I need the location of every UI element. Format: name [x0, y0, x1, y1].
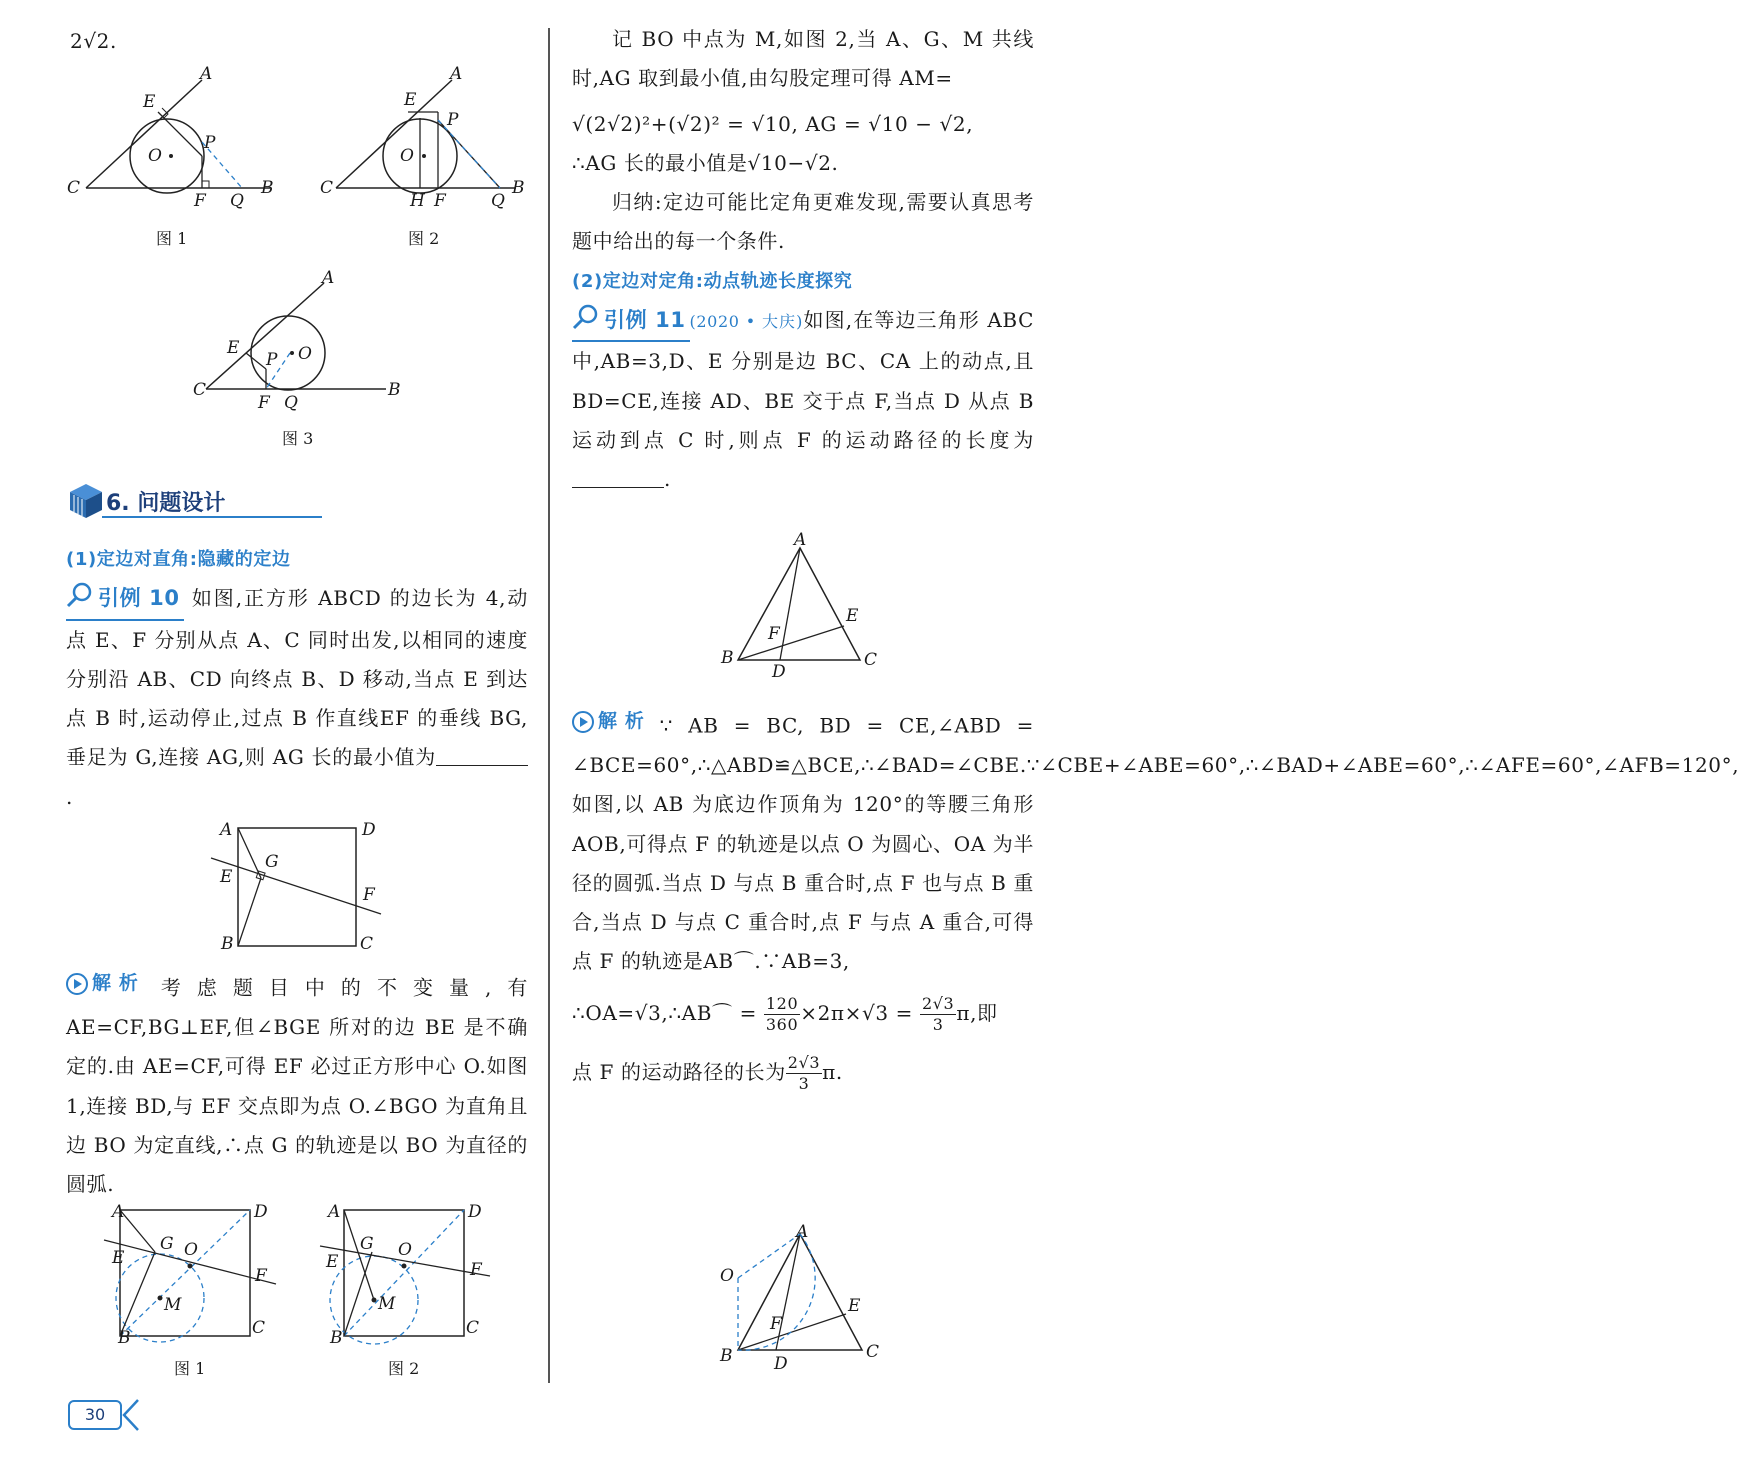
right-column [572, 20, 1034, 500]
analysis-11-block [572, 702, 1739, 1094]
answer-line: 点 F 的运动路径的长为 $\frac{2√3}{3}$ π. [572, 1052, 843, 1093]
f1-label-d: D [254, 1202, 268, 1222]
aob-label-b: B [720, 1346, 733, 1366]
sq-label-a: A [220, 820, 233, 840]
f2-label-o: O [398, 1240, 412, 1260]
f1-label-f: F [255, 1266, 267, 1286]
f2-label-b: B [330, 1328, 343, 1348]
fig3-label-o: O [298, 344, 312, 364]
right-para1-min: ∴AG 长的最小值是√10−√2. [572, 150, 839, 175]
f1-caption: 图 1 [174, 1359, 206, 1378]
example-11: 引例 11 (2020 • 大庆)如图,在等边三角形 ABC 中,AB=3,D、E 分别是边 BC、CA 上的动点,且 BD=CE,连接 AD、BE 交于点 F,当点 D 从点 B 运动到点 C 时,则点 F 的运动路径的长度为. [572, 301, 1034, 499]
fig2-label-e: E [404, 90, 417, 110]
example-10: 引例 10 如图,正方形 ABCD 的边长为 4,动点 E、F 分别从点 A、C 同时出发,以相同的速度分别沿 AB、CD 向终点 B、D 移动,当点 E 到达点 B 时,运动停止,过点 B 作直线EF 的垂线 BG,垂足为 G,连接 AG,则 AG 长的最小值为. [66, 579, 528, 817]
fig2-label-h: H [410, 191, 425, 211]
fig3-label-b: B [388, 380, 401, 400]
answer-blank-11 [572, 467, 664, 488]
analysis-10-text: 考虑题目中的不变量,有 AE=CF,BG⊥EF,但∠BGE 所对的边 BE 是不确定的.由 AE=CF,可得 EF 必过正方形中心 O.如图 1,连接 BD,与 EF 交点即为点 O.∠BGO 为直角且边 BO 为定直线,∴点 G 的轨迹是以 BO 为直径的圆弧. [66, 975, 528, 1197]
fig1-label-o: O [148, 146, 162, 166]
fig3-label-c: C [193, 380, 207, 400]
sq-label-d: D [362, 820, 376, 840]
f1-label-g: G [160, 1234, 174, 1254]
aob-label-d: D [774, 1354, 788, 1374]
fig3-label-a: A [322, 268, 335, 288]
fig3-label-q: Q [284, 393, 298, 413]
fig1-label-a: A [200, 64, 213, 84]
summary: 归纳:定边可能比定角更难发现,需要认真思考题中给出的每一个条件. [572, 190, 1034, 254]
f1-label-c: C [252, 1318, 266, 1338]
fig2-label-c: C [320, 178, 334, 198]
play-icon [66, 973, 88, 995]
fig2-caption: 图 2 [408, 229, 440, 248]
fig2-label-b: B [512, 178, 525, 198]
example-11-badge: 引例 11 [572, 301, 690, 342]
formula-line: ∴OA=√3,∴AB⌒ = $\frac{120}{360}$ ×2π×√3 = $\frac{2√3}{3}$ π,即 [572, 993, 998, 1034]
analysis-label-11: 解 析 [572, 702, 644, 741]
fig2-label-q: Q [491, 191, 505, 211]
example-10-text: 如图,正方形 ABCD 的边长为 4,动点 E、F 分别从点 A、C 同时出发,以相同的速度分别沿 AB、CD 向终点 B、D 移动,当点 E 到达点 B 时,运动停止,过点 B 作直线EF 的垂线 BG,垂足为 G,连接 AG,则 AG 长的最小值为 [66, 586, 528, 770]
aob-label-a: A [796, 1222, 809, 1242]
sq-label-f: F [363, 885, 375, 905]
right-para1: 记 BO 中点为 M,如图 2,当 A、G、M 共线时,AG 取到最小值,由勾股定理可得 AM= [572, 27, 1034, 91]
example-10-badge: 引例 10 [66, 579, 184, 620]
tri-label-a: A [794, 530, 807, 550]
f2-label-g: G [360, 1234, 374, 1254]
fig2-label-f: F [434, 191, 446, 211]
figure-triangle-abc [718, 538, 888, 678]
f2-label-a: A [328, 1202, 341, 1222]
page-bracket-icon [120, 1398, 142, 1432]
example-11-text: 如图,在等边三角形 ABC 中,AB=3,D、E 分别是边 BC、CA 上的动点,且 BD=CE,连接 AD、BE 交于点 F,当点 D 从点 B 运动到点 C 时,则点 F 的运动路径的长度为 [572, 308, 1034, 452]
tri-label-e: E [846, 606, 859, 626]
f1-label-m: M [164, 1295, 182, 1315]
f2-label-f: F [470, 1260, 482, 1280]
aob-label-o: O [720, 1266, 734, 1286]
analysis-10 [66, 964, 528, 1204]
f1-label-o: O [184, 1240, 198, 1260]
example-11-source: (2020 • 大庆) [689, 312, 804, 332]
figure-circle-1 [62, 60, 292, 220]
f2-label-c: C [466, 1318, 480, 1338]
fig2-label-o: O [400, 146, 414, 166]
fig1-caption: 图 1 [156, 229, 188, 248]
magnifier-icon [66, 581, 94, 607]
fig1-label-f: F [194, 191, 206, 211]
sq-label-b: B [221, 934, 234, 954]
fraction-120-360: $\frac{120}{360}$ [765, 993, 799, 1034]
tri-label-c: C [864, 650, 878, 670]
page-number: 30 [68, 1400, 122, 1430]
fraction-answer: $\frac{2√3}{3}$ [787, 1052, 821, 1093]
f2-label-m: M [378, 1294, 396, 1314]
sq-label-g: G [265, 852, 279, 872]
column-divider [548, 28, 550, 1383]
fig1-label-e: E [143, 92, 156, 112]
f1-label-b: B [118, 1328, 131, 1348]
top-line: 2√2. [70, 29, 117, 53]
fig3-label-p: P [266, 350, 278, 370]
analysis-10-block [66, 964, 528, 1204]
tri-label-d: D [772, 662, 786, 682]
subsection-2: (2)定边对定角:动点轨迹长度探究 [572, 270, 853, 292]
figure-circle-3 [190, 265, 400, 405]
fig3-caption: 图 3 [282, 429, 314, 448]
aob-label-c: C [866, 1342, 880, 1362]
cube-icon [66, 482, 104, 520]
analysis-label-10: 解 析 [66, 964, 138, 1003]
sq-label-c: C [360, 934, 374, 954]
play-icon [572, 711, 594, 733]
fig3-label-e: E [227, 338, 240, 358]
magnifier-icon [572, 303, 600, 329]
tri-label-b: B [721, 648, 734, 668]
f2-label-e: E [326, 1252, 339, 1272]
sq-label-e: E [220, 867, 233, 887]
aob-label-e: E [848, 1296, 861, 1316]
subsection-1: (1)定边对直角:隐藏的定边 [66, 549, 291, 570]
fig1-label-c: C [67, 178, 81, 198]
right-para1-formula: √(2√2)²+(√2)² = √10, AG = √10 − √2, [572, 111, 974, 136]
fig2-label-p: P [447, 110, 459, 130]
aob-label-f: F [770, 1314, 782, 1334]
analysis-11-text: ∵ AB = BC, BD = CE,∠ABD = ∠BCE=60°,∴△ABD≌△BCE,∴∠BAD=∠CBE.∵∠CBE+∠ABE=60°,∴∠BAD+∠ABE=60°,∴∠AFE=60°,∠AFB=120°,如图,以 AB 为底边作顶角为 120°的等腰三角形 AOB,可得点 F 的轨迹是以点 O 为圆心、OA 为半径的圆弧.当点 D 与点 B 重合时,点 F 也与点 B 重合,当点 D 与点 C 重合时,点 F 与点 A 重合,可得点 F 的轨迹是AB⌒.∵AB=3, [572, 713, 1739, 974]
f1-label-a: A [112, 1202, 125, 1222]
fig1-label-q: Q [230, 191, 244, 211]
f2-label-d: D [468, 1202, 482, 1222]
fig1-label-b: B [261, 178, 274, 198]
left-text-block [66, 540, 528, 817]
tri-label-f: F [768, 624, 780, 644]
section-title-text: 6. 问题设计 [106, 491, 226, 516]
fraction-2root3-3: $\frac{2√3}{3}$ [921, 993, 955, 1034]
fig2-label-a: A [450, 64, 463, 84]
section-title [66, 482, 266, 524]
answer-blank-10 [436, 745, 528, 766]
fig3-label-f: F [258, 393, 270, 413]
f2-caption: 图 2 [388, 1359, 420, 1378]
section-underline [102, 516, 322, 518]
f1-label-e: E [112, 1248, 125, 1268]
fig1-label-p: P [204, 133, 216, 153]
analysis-11 [572, 702, 1739, 982]
